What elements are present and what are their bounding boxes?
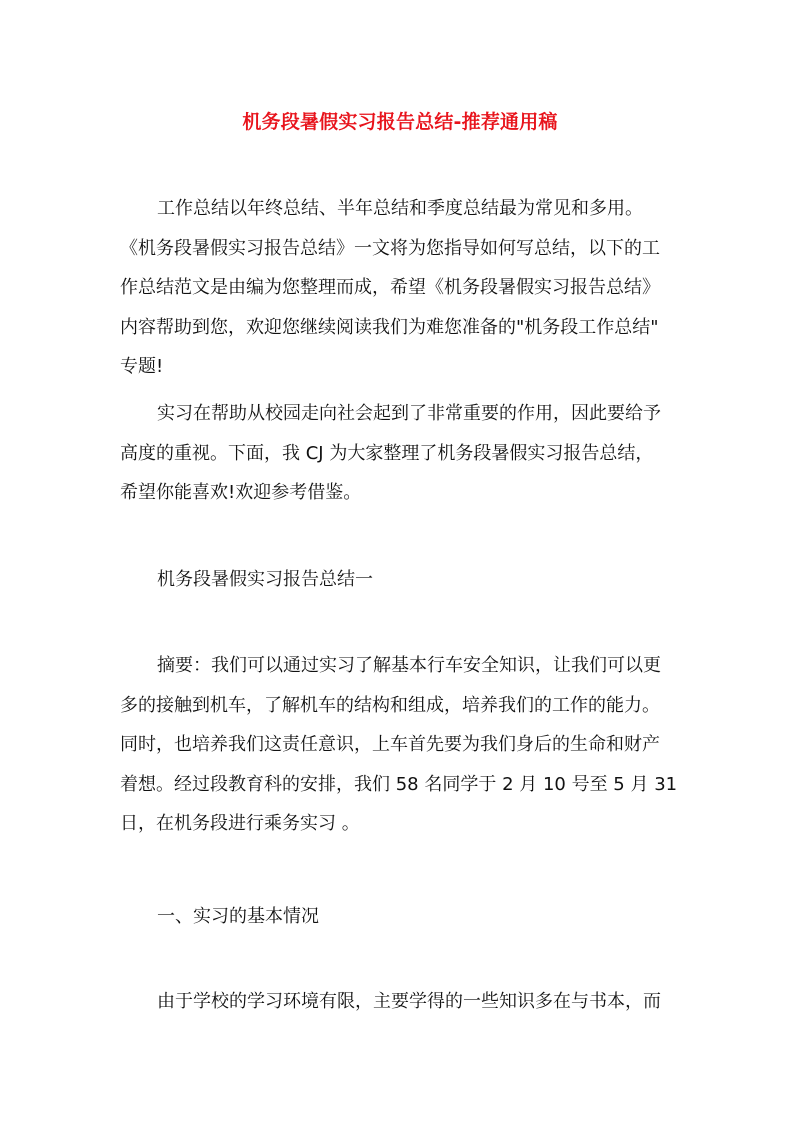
subheading: 一、实习的基本情况 bbox=[157, 906, 319, 927]
document-title: 机务段暑假实习报告总结-推荐通用稿 bbox=[242, 111, 558, 133]
paragraph-line: 日，在机务段进行乘务实习 。 bbox=[120, 813, 360, 834]
second-paragraph bbox=[120, 394, 690, 513]
abstract-paragraph bbox=[120, 646, 690, 844]
intro-paragraph bbox=[120, 189, 690, 387]
paragraph-line: 希望你能喜欢!欢迎参考借鉴。 bbox=[120, 482, 362, 503]
paragraph-line: 由于学校的学习环境有限，主要学得的一些知识多在与书本，而 bbox=[157, 991, 661, 1012]
paragraph-line: 高度的重视。下面，我 CJ 为大家整理了机务段暑假实习报告总结， bbox=[120, 442, 654, 464]
section-heading-block bbox=[120, 560, 690, 600]
paragraph-line: 《机务段暑假实习报告总结》一文将为您指导如何写总结，以下的工 bbox=[120, 237, 660, 259]
paragraph-line: 多的接触到机车，了解机车的结构和组成，培养我们的工作的能力。 bbox=[120, 694, 660, 716]
paragraph-line: 着想。经过段教育科的安排，我们 58 名同学于 2 月 10 号至 5 月 31 bbox=[120, 773, 678, 795]
paragraph-line: 同时，也培养我们这责任意识，上车首先要为我们身后的生命和财产 bbox=[120, 734, 660, 755]
paragraph-line: 内容帮助到您，欢迎您继续阅读我们为难您准备的"机务段工作总结" bbox=[120, 316, 659, 338]
third-paragraph bbox=[120, 982, 690, 1022]
paragraph-line: 摘要：我们可以通过实习了解基本行车安全知识，让我们可以更 bbox=[157, 655, 661, 676]
paragraph-line: 专题! bbox=[120, 356, 164, 377]
paragraph-line: 作总结范文是由编为您整理而成，希望《机务段暑假实习报告总结》 bbox=[120, 277, 660, 298]
section-heading: 机务段暑假实习报告总结一 bbox=[157, 569, 373, 590]
paragraph-line: 实习在帮助从校园走向社会起到了非常重要的作用，因此要给予 bbox=[157, 403, 661, 424]
subheading-block bbox=[120, 897, 690, 937]
paragraph-line: 工作总结以年终总结、半年总结和季度总结最为常见和多用。 bbox=[157, 198, 643, 219]
